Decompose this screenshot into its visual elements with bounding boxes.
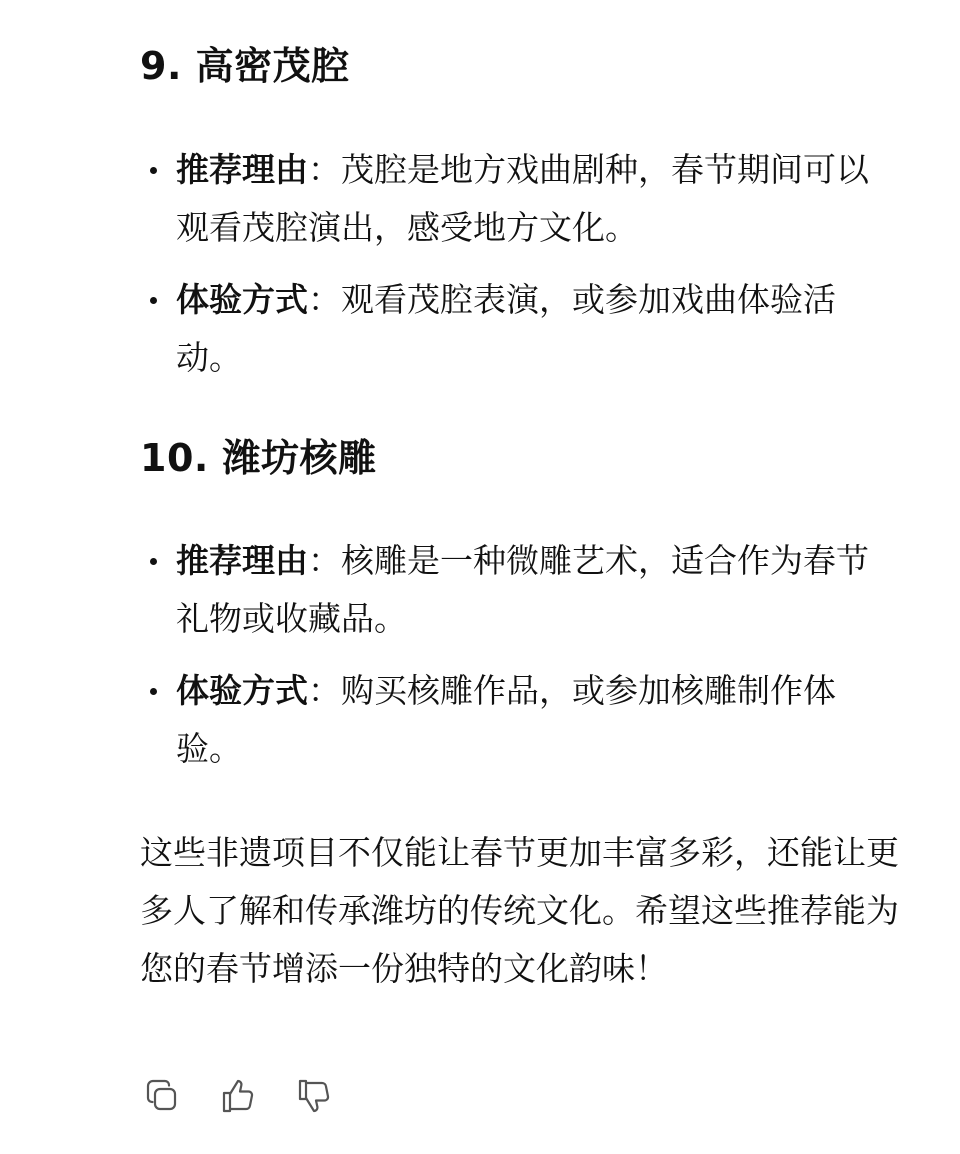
bullet-dot <box>150 297 157 304</box>
summary-paragraph: 这些非遗项目不仅能让春节更加丰富多彩，还能让更多人了解和传承潍坊的传统文化。希望这些推荐能为您的春节增添一份独特的文化韵味！ <box>140 833 899 988</box>
list-item <box>140 271 900 387</box>
item-label: 推荐理由 <box>176 150 308 189</box>
section-title: 10. 潍坊核雕 <box>140 436 377 480</box>
list-item <box>140 662 900 778</box>
item-colon: ： <box>308 150 341 189</box>
list-item-text <box>176 532 896 648</box>
thumbs-up-icon <box>218 1076 258 1116</box>
bullet-dot <box>150 688 157 695</box>
bullet-dot <box>150 167 157 174</box>
item-colon: ： <box>308 541 341 580</box>
item-description: 核雕是一种微雕艺术，适合作为春节礼物或收藏品。 <box>176 541 869 638</box>
item-description: 观看茂腔表演，或参加戏曲体验活动。 <box>176 280 836 377</box>
item-description: 茂腔是地方戏曲剧种，春节期间可以观看茂腔演出，感受地方文化。 <box>176 150 869 247</box>
list-item <box>140 141 900 257</box>
bullet-dot <box>150 558 157 565</box>
copy-icon <box>142 1076 182 1116</box>
thumbs-up-button[interactable] <box>218 1076 258 1116</box>
copy-button[interactable] <box>142 1076 182 1116</box>
list-item-text <box>176 271 896 387</box>
list-item-text <box>176 141 896 257</box>
thumbs-down-icon <box>294 1076 334 1116</box>
item-label: 体验方式 <box>176 280 308 319</box>
item-colon: ： <box>308 280 341 319</box>
item-label: 推荐理由 <box>176 541 308 580</box>
item-colon: ： <box>308 671 341 710</box>
thumbs-down-button[interactable] <box>294 1076 334 1116</box>
item-description: 购买核雕作品，或参加核雕制作体验。 <box>176 671 836 768</box>
message-actions <box>142 1074 334 1118</box>
list-item-text <box>176 662 896 778</box>
item-label: 体验方式 <box>176 671 308 710</box>
section-title: 9. 高密茂腔 <box>140 44 350 88</box>
list-item <box>140 532 900 648</box>
